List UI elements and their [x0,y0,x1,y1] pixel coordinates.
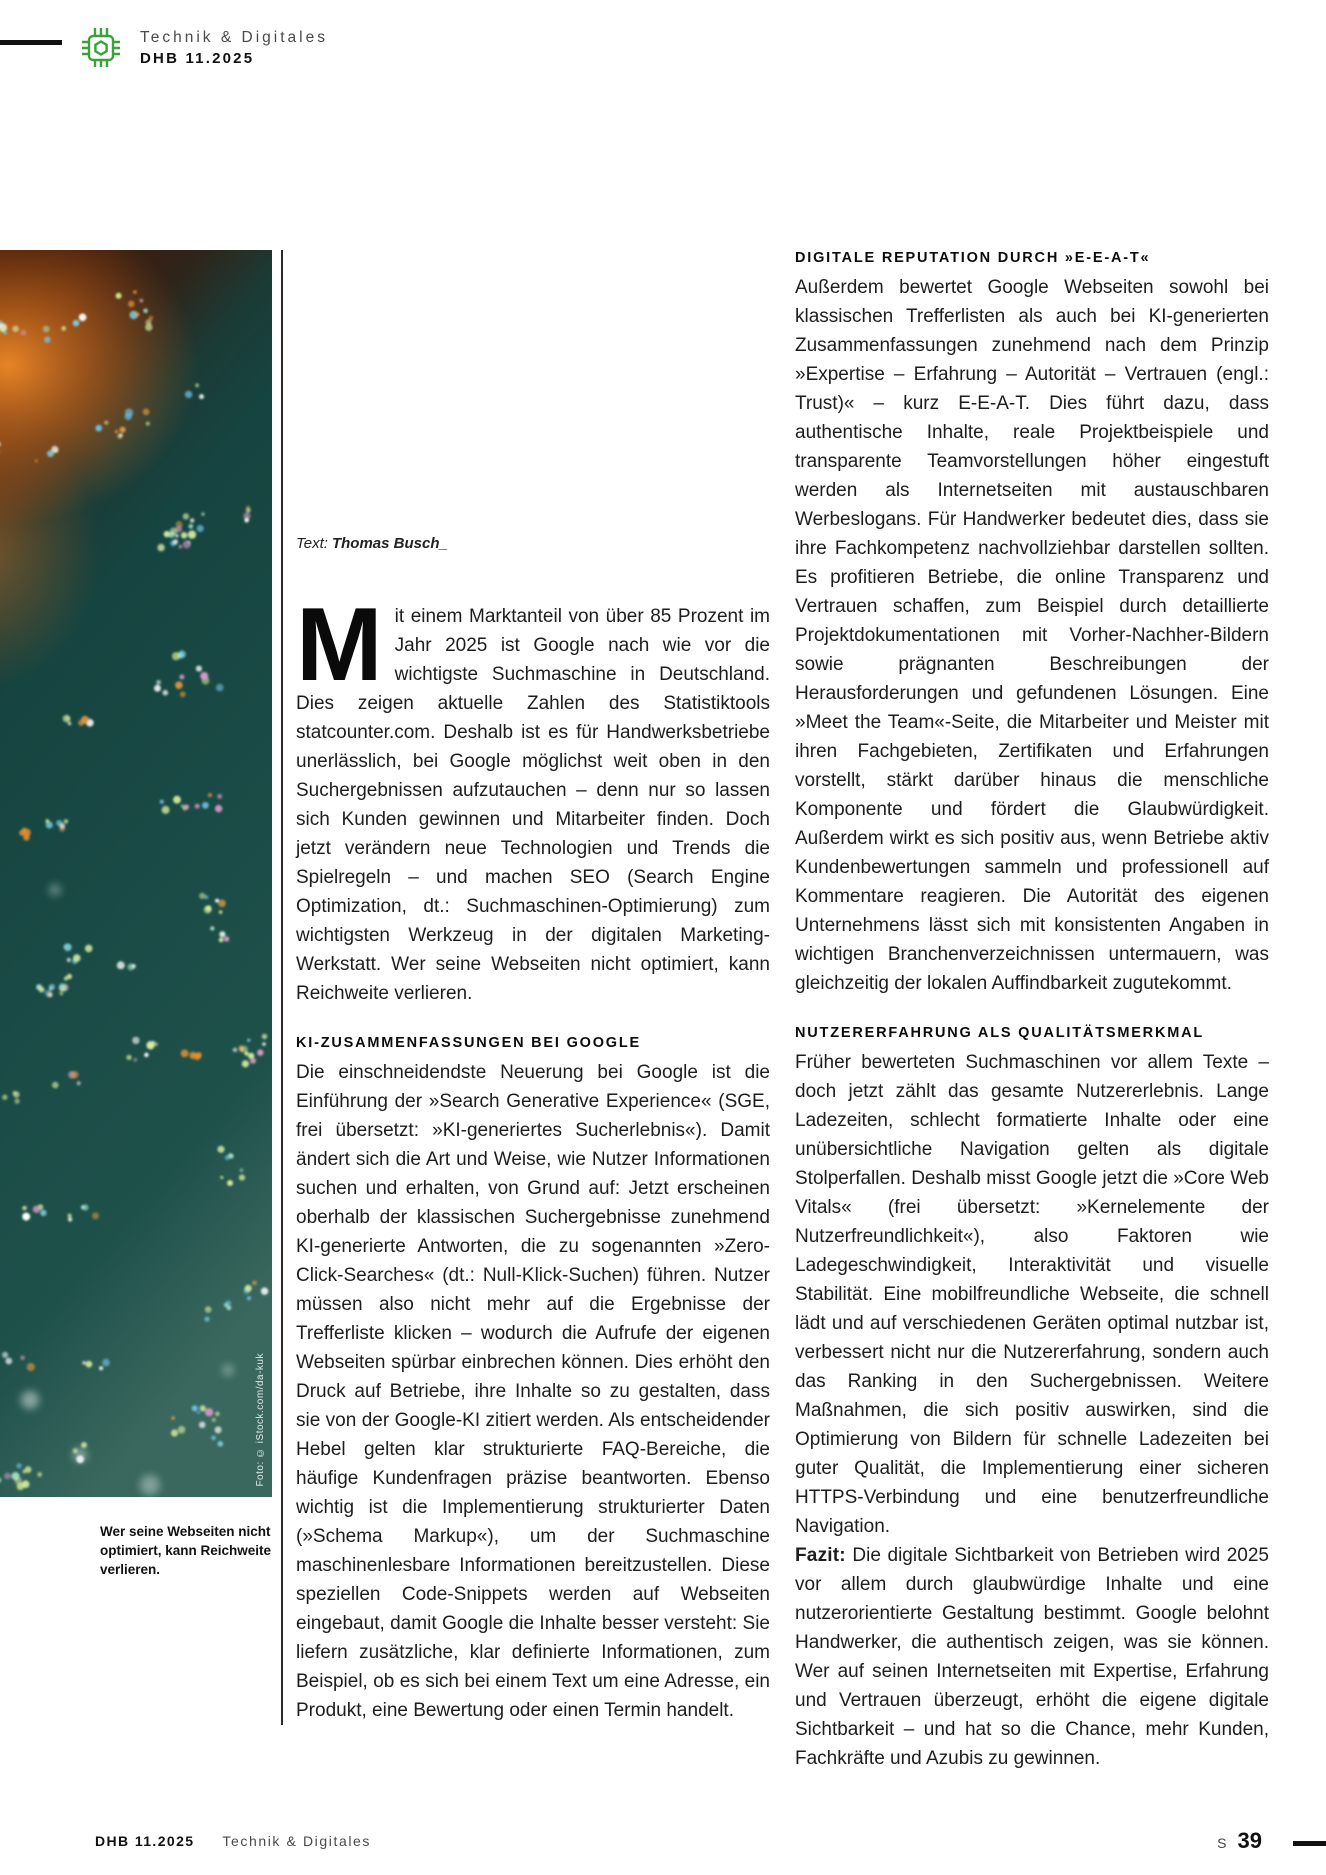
intro-text: it einem Marktanteil von über 85 Prozent im Jahr 2025 ist Google nach wie vor die wichtigste Suchmaschine in Deutschland. Dies zeigen aktuelle Zahlen des Statistiktools statcounter.com. Deshalb ist es für Handwerksbetriebe unerlässlich, bei Google möglichst weit oben in den Suchergebnissen aufzutauchen – denn nur so lassen sich Kunden gewinnen und Mitarbeiter finden. Doch jetzt verändern neue Technologien und Trends die Spielregeln – und machen SEO (Search Engine Optimization, dt.: Suchmaschinen-Optimierung) zum wichtigsten Werkzeug in der digitalen Marketing-Werkstatt. Wer seine Webseiten nicht optimiert, kann Reichweite verlieren. [296,606,770,1004]
byline-prefix: Text: [296,535,328,552]
footer-right [1217,1828,1262,1854]
photo-credit: Foto: © iStock.com/da-kuk [255,1353,266,1487]
column-right [795,250,1269,1773]
intro-paragraph [296,587,770,1008]
section-heading-ki: KI-ZUSAMMENFASSUNGEN BEI GOOGLE [296,1035,642,1051]
column-left [296,250,770,1725]
chip-icon [80,24,122,70]
header-text [140,24,328,70]
fazit-text: Die digitale Sichtbarkeit von Betrieben wird 2025 vor allem durch glaubwürdige Inhalte und eine nutzerorientierte Gestaltung bestimmt. Google belohnt Handwerker, die authentisch zeigen, was sie können. Wer auf seinen Internetseiten mit Expertise, Erfahrung und Vertrauen überzeugt, erhöht die eigene digitale Sichtbarkeit – und hat so die Chance, mehr Kunden, Fachkräfte und Azubis zu gewinnen. [795,1545,1269,1769]
footer-page-label: S [1217,1835,1228,1851]
footer-page-number: 39 [1237,1828,1262,1853]
fazit-paragraph [795,1541,1269,1773]
footer-issue: DHB 11.2025 [95,1833,195,1849]
section-heading-eeat: DIGITALE REPUTATION DURCH »E-E-A-T« [795,250,1151,266]
fazit-label: Fazit: [795,1545,846,1566]
footer-category: Technik & Digitales [222,1833,372,1849]
footer-left [95,1833,371,1849]
section-text-eeat: Außerdem bewertet Google Webseiten sowohl bei klassischen Trefferlisten als auch bei KI-generierten Zusammenfassungen zunehmend nach dem Prinzip »Expertise – Erfahrung – Autorität – Vertrauen (engl.: Trust)« – kurz E-E-A-T. Dies führt dazu, dass authentische Inhalte, reale Projektbeispiele und transparente Teamvorstellungen höher eingestuft werden als Internetseiten mit austauschbaren Werbeslogans. Für Handwerker bedeutet dies, dass sie ihre Fachkompetenz nachvollziehbar darstellen sollten. Es profitieren Betriebe, die online Transparenz und Vertrauen schaffen, zum Beispiel durch detaillierte Projektdokumentationen mit Vorher-Nachher-Bildern sowie prägnanten Beschreibungen der Herausforderungen und gefundenen Lösungen. Eine »Meet the Team«-Seite, die Mitarbeiter und Meister mit ihren Fachgebieten, Zertifikaten und Erfahrungen vorstellt, stärkt darüber hinaus die menschliche Komponente und fördert die Glaubwürdigkeit. Außerdem wirkt es sich positiv aus, wenn Betriebe aktiv Kundenbewertungen sammeln und professionell auf Kommentare reagieren. Die Autorität des eigenen Unternehmens lässt sich mit konsistenten Angaben in wichtigen Branchenverzeichnissen untermauern, was gleichzeitig der lokalen Auffindbarkeit zugutekommt. [795,277,1269,994]
byline-author: Thomas Busch_ [331,535,448,552]
header-rule [0,40,62,45]
footer-rule [1293,1841,1326,1846]
section-text-ki: Die einschneidendste Neuerung bei Google ist die Einführung der »Search Generative Experience« (SGE, frei übersetzt: »KI-generiertes Sucherlebnis«). Damit ändert sich die Art und Weise, wie Nutzer Informationen suchen und erhalten, von Grund auf: Jetzt erscheinen oberhalb der klassischen Suchergebnisse zunehmend KI-generierte Antworten, die zu sogenannten »Zero-Click-Searches« (dt.: Null-Klick-Suchen) führen. Nutzer müssen also nicht mehr auf die Ergebnisse der Trefferliste klicken – wodurch die Aufrufe der eigenen Webseiten spürbar einbrechen können. Dies erhöht den Druck auf Betriebe, ihre Inhalte so zu gestalten, dass sie von der Google-KI zitiert werden. Als entscheidender Hebel gelten klar strukturierte FAQ-Bereiche, die häufige Kundenfragen präzise beantworten. Ebenso wichtig ist die Implementierung strukturierter Daten (»Schema Markup«), um der Suchmaschine maschinenlesbare Informationen bereitzustellen. Diese speziellen Code-Snippets werden auf Webseiten eingebaut, damit Google die Inhalte besser versteht: Sie liefern zusätzliche, klar definierte Informationen, zum Beispiel, ob es sich bei einem Text um eine Adresse, ein Produkt, eine Bewertung oder einen Termin handelt. [296,1062,770,1721]
page-header [80,24,328,70]
article-photo [0,250,272,1497]
section-text-ux: Früher bewerteten Suchmaschinen vor allem Texte – doch jetzt zählt das gesamte Nutzererlebnis. Lange Ladezeiten, schlecht formatierte Inhalte oder eine unübersichtliche Navigation gelten als digitale Stolperfallen. Deshalb misst Google jetzt die »Core Web Vitals« (frei übersetzt: »Kernelemente der Nutzerfreundlichkeit«), also Faktoren wie Ladegeschwindigkeit, Interaktivität und visuelle Stabilität. Eine mobilfreundliche Webseite, die schnell lädt und auf verschiedenen Geräten optimal nutzbar ist, verbessert nicht nur die Nutzererfahrung, sondern auch das Ranking in den Suchergebnissen. Weitere Maßnahmen, die sich positiv auswirken, sind die Optimierung von Bildern für schnelle Ladezeiten bei guter Qualität, die Implementierung einer sicheren HTTPS-Verbindung und eine benutzerfreundliche Navigation. [795,1052,1269,1537]
column-divider [281,250,283,1725]
header-issue: DHB 11.2025 [140,50,255,67]
byline [296,535,770,552]
section-heading-ux: NUTZERERFAHRUNG ALS QUALITÄTSMERKMAL [795,1025,1205,1041]
drop-cap: M [296,587,381,703]
photo-caption: Wer seine Webseiten nicht optimiert, kann Reichweite verlieren. [100,1524,272,1577]
header-category: Technik & Digitales [140,29,328,46]
